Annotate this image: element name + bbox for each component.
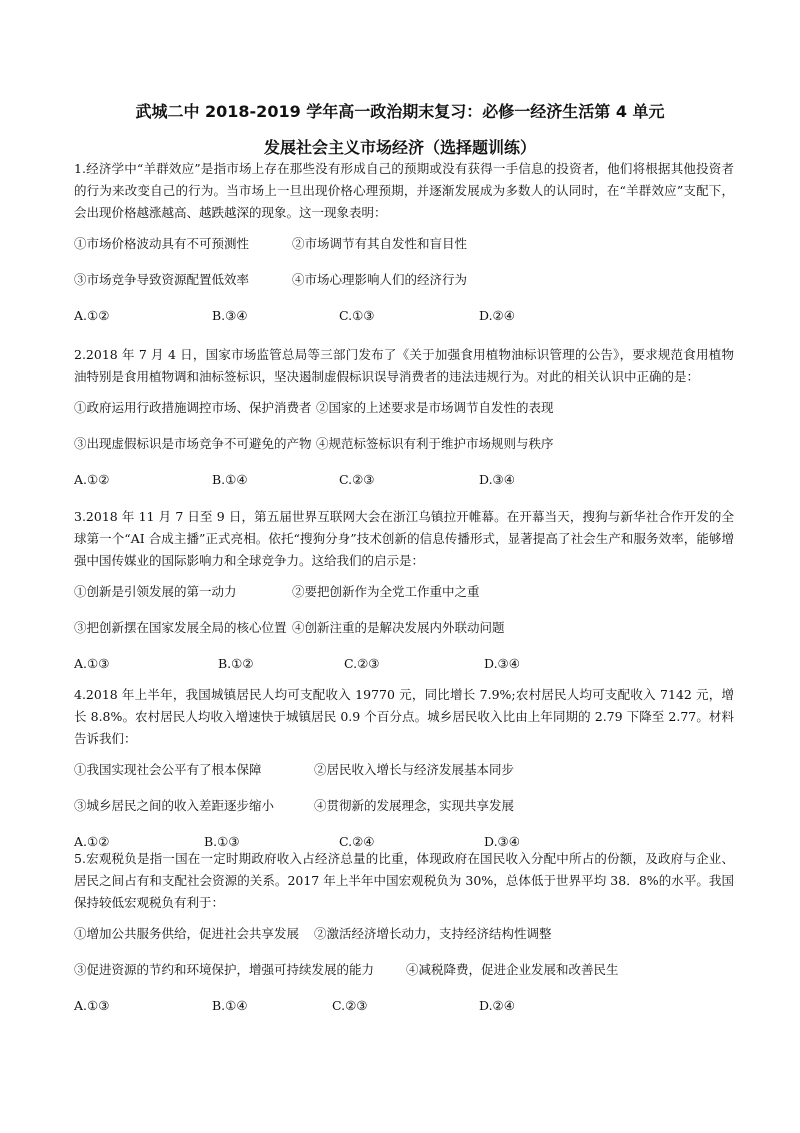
option-3: ③出现虚假标识是市场竞争不可避免的产物 (74, 436, 312, 451)
option-row (74, 390, 734, 426)
answer-choices (74, 298, 734, 334)
option-3: ③把创新摆在国家发展全局的核心位置 (74, 620, 287, 635)
question-5 (74, 848, 734, 1024)
question-stem: 1.经济学中“羊群效应”是指市场上存在那些没有形成自己的预期或没有获得一手信息的投资者，他们将根据其他投资者的行为来改变自己的行为。当市场上一旦出现价格心理预期，并逐渐发展成为多数人的认同时，在“羊群效应”支配下，会出现价格越涨越高、越跌越深的现象。这一现象表明： (74, 161, 734, 220)
question-2 (74, 344, 734, 498)
choice-d: D.③④ (479, 472, 515, 487)
option-row (74, 952, 734, 988)
option-row (74, 262, 734, 298)
answer-choices (74, 646, 734, 682)
choice-b: B.①② (218, 656, 254, 671)
option-1: ①创新是引领发展的第一动力 (74, 584, 237, 599)
option-2: ②激活经济增长动力，支持经济结构性调整 (314, 926, 552, 941)
option-row (74, 574, 734, 610)
choice-a: A.①② (74, 834, 110, 849)
question-stem: 5.宏观税负是指一国在一定时期政府收入占经济总量的比重，体现政府在国民收入分配中所占的份额，及政府与企业、居民之间占有和支配社会资源的关系。2017 年上半年中国宏观税负为 30%，总体低于世界平均 38．8%的水平。我国保持较低宏观税负有利于： (74, 851, 734, 910)
option-1: ①增加公共服务供给，促进社会共享发展 (74, 926, 300, 941)
choice-d: D.③④ (484, 834, 520, 849)
choice-c: C.②③ (332, 998, 368, 1013)
option-row (74, 226, 734, 262)
option-row (74, 916, 734, 952)
answer-choices (74, 462, 734, 498)
answer-choices (74, 988, 734, 1024)
option-2: ②国家的上述要求是市场调节自发性的表现 (316, 400, 554, 415)
question-stem: 4.2018 年上半年，我国城镇居民人均可支配收入 19770 元，同比增长 7.9%;农村居民人均可支配收入 7142 元，增长 8.8%。农村居民人均收入增速快于城镇居民 0.9 个百分点。城乡居民收入比由上年同期的 2.79 下降至 2.77。材料告诉我们： (74, 687, 734, 746)
choice-d: D.②④ (479, 998, 515, 1013)
option-1: ①政府运用行政措施调控市场、保护消费者 (74, 400, 312, 415)
option-row (74, 610, 734, 646)
choice-a: A.①② (74, 308, 110, 323)
question-3 (74, 506, 734, 682)
document-title: 武城二中 2018-2019 学年高一政治期末复习：必修一经济生活第 4 单元 (135, 102, 665, 121)
option-4: ④创新注重的是解决发展内外联动问题 (292, 620, 505, 635)
question-1 (74, 158, 734, 334)
option-3: ③促进资源的节约和环境保护，增强可持续发展的能力 (74, 962, 375, 977)
choice-a: A.①③ (74, 998, 110, 1013)
option-row (74, 788, 734, 824)
choice-a: A.①③ (74, 656, 110, 671)
document-subtitle: 发展社会主义市场经济（选择题训练） (263, 138, 536, 157)
question-stem: 3.2018 年 11 月 7 日至 9 日，第五届世界互联网大会在浙江乌镇拉开帷幕。在开幕当天，搜狗与新华社合作开发的全球第一个“AI 合成主播”正式亮相。依托“搜狗分身”技术创新的信息传播形式，显著提高了社会生产和服务效率，能够增强中国传媒业的国际影响力和全球竞争力。这给我们的启示是： (74, 509, 734, 568)
choice-d: D.③④ (484, 656, 520, 671)
option-3: ③市场竞争导致资源配置低效率 (74, 272, 250, 287)
choice-d: D.②④ (479, 308, 515, 323)
question-4 (74, 684, 734, 860)
option-4: ④贯彻新的发展理念，实现共享发展 (314, 798, 515, 813)
option-4: ④规范标签标识有利于维护市场规则与秩序 (316, 436, 554, 451)
choice-c: C.②③ (344, 656, 380, 671)
option-2: ②市场调节有其自发性和盲目性 (292, 236, 468, 251)
question-stem: 2.2018 年 7 月 4 日，国家市场监管总局等三部门发布了《关于加强食用植物油标识管理的公告》，要求规范食用植物油特别是食用植物调和油标签标识，坚决遏制虚假标识误导消费者的违法违规行为。对此的相关认识中正确的是： (74, 347, 734, 384)
choice-b: B.①③ (204, 834, 240, 849)
choice-b: B.①④ (212, 472, 248, 487)
choice-c: C.①③ (339, 308, 375, 323)
option-2: ②要把创新作为全党工作重中之重 (292, 584, 480, 599)
option-3: ③城乡居民之间的收入差距逐步缩小 (74, 798, 275, 813)
option-2: ②居民收入增长与经济发展基本同步 (314, 762, 515, 777)
choice-b: B.①④ (212, 998, 248, 1013)
option-row (74, 752, 734, 788)
option-1: ①市场价格波动具有不可预测性 (74, 236, 250, 251)
option-1: ①我国实现社会公平有了根本保障 (74, 762, 262, 777)
choice-b: B.③④ (212, 308, 248, 323)
option-4: ④减税降费，促进企业发展和改善民生 (406, 962, 619, 977)
option-row (74, 426, 734, 462)
choice-a: A.①② (74, 472, 110, 487)
choice-c: C.②③ (339, 472, 375, 487)
choice-c: C.②④ (339, 834, 375, 849)
option-4: ④市场心理影响人们的经济行为 (292, 272, 468, 287)
